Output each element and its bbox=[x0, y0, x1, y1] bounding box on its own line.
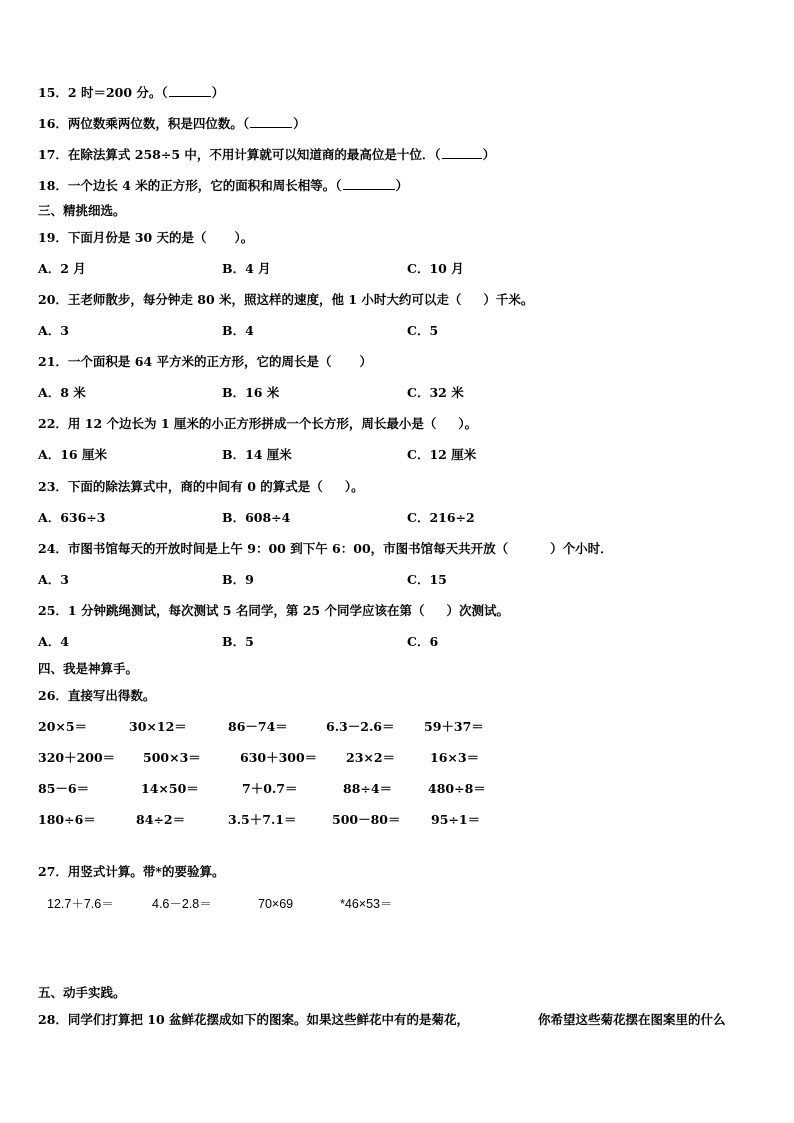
option-c[interactable]: C．32 米 bbox=[407, 385, 464, 400]
question-20: 20．王老师散步，每分钟走 80 米，照这样的速度，他 1 小时大约可以走（ ）千米。 bbox=[38, 292, 534, 307]
question-text: 用 12 个边长为 1 厘米的小正方形拼成一个长方形，周长最小是（ bbox=[67, 416, 437, 431]
question-number: 28． bbox=[38, 1012, 68, 1027]
question-25: 25．1 分钟跳绳测试，每次测试 5 名同学，第 25 个同学应该在第（ ）次测试。 bbox=[38, 603, 509, 618]
question-text: 一个面积是 64 平方米的正方形，它的周长是（ bbox=[67, 354, 332, 369]
section-4-heading: 四、我是神算手。 bbox=[38, 661, 139, 676]
question-text: 用竖式计算。带*的要验算。 bbox=[67, 864, 225, 879]
option-b[interactable]: B．4 bbox=[222, 323, 254, 338]
question-21: 21．一个面积是 64 平方米的正方形，它的周长是（ ） bbox=[38, 354, 373, 369]
answer-blank[interactable] bbox=[169, 84, 211, 97]
option-c[interactable]: C．15 bbox=[407, 572, 447, 587]
question-number: 27． bbox=[38, 864, 68, 879]
option-b[interactable]: B．4 月 bbox=[222, 261, 271, 276]
question-text: 在除法算式 258÷5 中，不用计算就可以知道商的最高位是十位．（ bbox=[67, 147, 441, 162]
question-number: 26． bbox=[38, 688, 68, 703]
question-number: 16． bbox=[38, 116, 68, 131]
question-text: 2 时＝200 分。（ bbox=[67, 85, 168, 100]
option-a[interactable]: A．3 bbox=[38, 572, 69, 587]
option-c[interactable]: C．10 月 bbox=[407, 261, 464, 276]
option-c[interactable]: C．6 bbox=[407, 634, 439, 649]
question-18: 18．一个边长 4 米的正方形，它的面积和周长相等。（ ） bbox=[38, 178, 409, 193]
question-number: 23． bbox=[38, 479, 68, 494]
calc-item: 59＋37＝ bbox=[424, 719, 484, 734]
calc-item: 14×50＝ bbox=[141, 781, 199, 796]
question-number: 20． bbox=[38, 292, 68, 307]
answer-blank[interactable] bbox=[250, 115, 292, 128]
vertical-calc-item: 70×69 bbox=[258, 897, 294, 911]
calc-item: 85－6＝ bbox=[38, 781, 90, 796]
question-text: 下面月份是 30 天的是（ bbox=[67, 230, 207, 245]
question-number: 25． bbox=[38, 603, 68, 618]
question-text: 直接写出得数。 bbox=[67, 688, 156, 703]
question-number: 18． bbox=[38, 178, 68, 193]
question-text: 一个边长 4 米的正方形，它的面积和周长相等。（ bbox=[67, 178, 342, 193]
option-a[interactable]: A．8 米 bbox=[38, 385, 86, 400]
question-text: 同学们打算把 10 盆鲜花摆成如下的图案。如果这些鲜花中有的是菊花， bbox=[67, 1012, 470, 1027]
calc-item: 16×3＝ bbox=[430, 750, 480, 765]
question-text: 两位数乘两位数，积是四位数。（ bbox=[67, 116, 250, 131]
calc-item: 6.3－2.6＝ bbox=[326, 719, 395, 734]
option-a[interactable]: A．16 厘米 bbox=[38, 447, 107, 462]
option-c[interactable]: C．5 bbox=[407, 323, 439, 338]
answer-blank[interactable] bbox=[343, 177, 395, 190]
calc-item: 480÷8＝ bbox=[428, 781, 486, 796]
vertical-calc-item: 12.7＋7.6＝ bbox=[47, 897, 114, 911]
section-3-heading: 三、精挑细选。 bbox=[38, 203, 126, 218]
question-number: 17． bbox=[38, 147, 68, 162]
question-17: 17．在除法算式 258÷5 中，不用计算就可以知道商的最高位是十位．（ ） bbox=[38, 147, 496, 162]
question-24: 24．市图书馆每天的开放时间是上午 9：00 到下午 6：00，市图书馆每天共开放（ ）个小时． bbox=[38, 541, 613, 556]
calc-item: 320＋200＝ bbox=[38, 750, 116, 765]
vertical-calc-item: 4.6－2.8＝ bbox=[152, 897, 212, 911]
calc-item: 500－80＝ bbox=[332, 812, 401, 827]
calc-item: 630＋300＝ bbox=[240, 750, 318, 765]
calc-item: 30×12＝ bbox=[129, 719, 187, 734]
option-a[interactable]: A．636÷3 bbox=[38, 510, 106, 525]
option-a[interactable]: A．3 bbox=[38, 323, 69, 338]
question-number: 19． bbox=[38, 230, 68, 245]
question-23: 23．下面的除法算式中，商的中间有 0 的算式是（ ）。 bbox=[38, 479, 364, 494]
calc-item: 84÷2＝ bbox=[136, 812, 186, 827]
vertical-calc-item: *46×53＝ bbox=[340, 897, 393, 911]
question-number: 21． bbox=[38, 354, 68, 369]
option-b[interactable]: B．9 bbox=[222, 572, 254, 587]
question-15: 15．2 时＝200 分。（ ） bbox=[38, 85, 225, 100]
option-b[interactable]: B．608÷4 bbox=[222, 510, 291, 525]
question-19: 19．下面月份是 30 天的是（ ）。 bbox=[38, 230, 254, 245]
question-number: 15． bbox=[38, 85, 68, 100]
option-c[interactable]: C．216÷2 bbox=[407, 510, 475, 525]
question-27 bbox=[38, 864, 224, 880]
option-a[interactable]: A．2 月 bbox=[38, 261, 86, 276]
calc-item: 20×5＝ bbox=[38, 719, 88, 734]
answer-blank[interactable] bbox=[442, 146, 482, 159]
option-a[interactable]: A．4 bbox=[38, 634, 69, 649]
option-b[interactable]: B．5 bbox=[222, 634, 254, 649]
calc-item: 3.5＋7.1＝ bbox=[228, 812, 297, 827]
calc-item: 86－74＝ bbox=[228, 719, 288, 734]
question-number: 22． bbox=[38, 416, 68, 431]
calc-item: 88÷4＝ bbox=[343, 781, 393, 796]
question-22: 22．用 12 个边长为 1 厘米的小正方形拼成一个长方形，周长最小是（ ）。 bbox=[38, 416, 478, 431]
option-b[interactable]: B．14 厘米 bbox=[222, 447, 292, 462]
question-text: 下面的除法算式中，商的中间有 0 的算式是（ bbox=[67, 479, 323, 494]
calc-item: 7＋0.7＝ bbox=[242, 781, 298, 796]
section-5-heading: 五、动手实践。 bbox=[38, 985, 126, 1000]
calc-item: 500×3＝ bbox=[143, 750, 201, 765]
question-number: 24． bbox=[38, 541, 68, 556]
question-16: 16．两位数乘两位数，积是四位数。（ ） bbox=[38, 116, 306, 131]
question-26 bbox=[38, 688, 155, 704]
option-b[interactable]: B．16 米 bbox=[222, 385, 280, 400]
question-28 bbox=[38, 1012, 469, 1028]
question-text: 市图书馆每天的开放时间是上午 9：00 到下午 6：00，市图书馆每天共开放（ bbox=[67, 541, 509, 556]
calc-item: 23×2＝ bbox=[346, 750, 396, 765]
question-text: 1 分钟跳绳测试，每次测试 5 名同学，第 25 个同学应该在第（ bbox=[67, 603, 425, 618]
option-c[interactable]: C．12 厘米 bbox=[407, 447, 477, 462]
calc-item: 95÷1＝ bbox=[431, 812, 481, 827]
question-text: 王老师散步，每分钟走 80 米，照这样的速度，他 1 小时大约可以走（ bbox=[67, 292, 462, 307]
question-28-continued: 你希望这些菊花摆在图案里的什么 bbox=[538, 1012, 726, 1027]
calc-item: 180÷6＝ bbox=[38, 812, 96, 827]
